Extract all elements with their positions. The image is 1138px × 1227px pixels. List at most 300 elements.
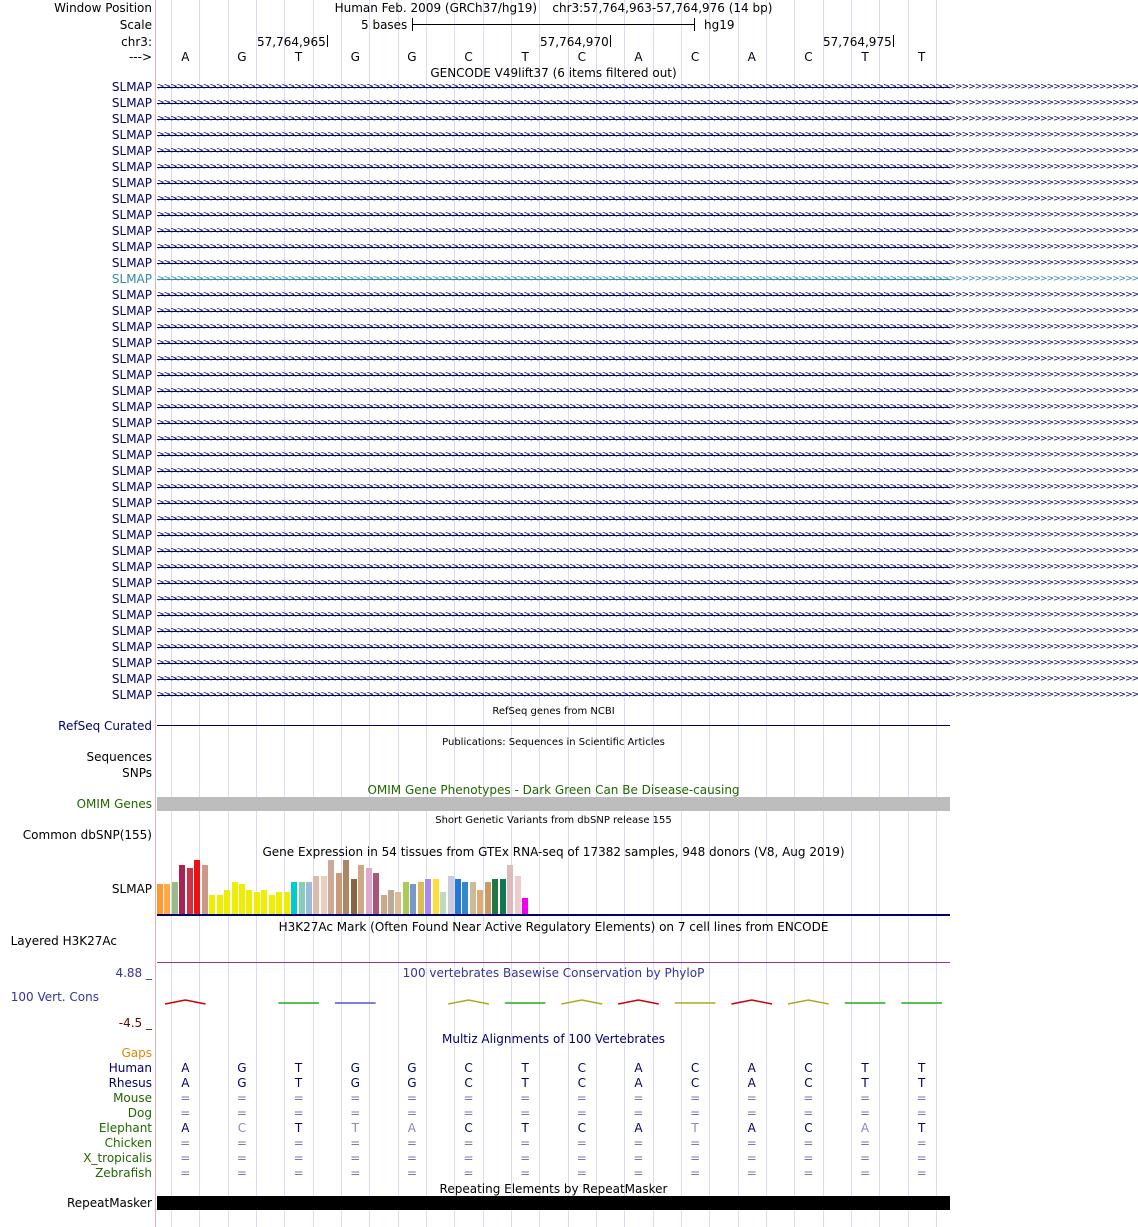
multiz-base: = <box>293 1166 304 1180</box>
multiz-base: G <box>237 1061 247 1075</box>
gtex-tissue-bar[interactable] <box>284 892 290 914</box>
gtex-tissue-bar[interactable] <box>276 892 282 914</box>
multiz-base: = <box>746 1136 757 1150</box>
gtex-tissue-bar[interactable] <box>507 865 513 914</box>
multiz-base: = <box>860 1166 871 1180</box>
phylop-segment <box>788 1000 829 1004</box>
multiz-base: T <box>294 1121 303 1135</box>
multiz-base: = <box>803 1166 814 1180</box>
phylop-segment <box>165 1000 206 1004</box>
gencode-gene-label[interactable]: SLMAP <box>111 480 152 494</box>
gtex-tissue-bar[interactable] <box>462 882 468 914</box>
gtex-tissue-bar[interactable] <box>194 860 200 914</box>
coordinate-tick <box>893 35 894 47</box>
multiz-base: = <box>520 1106 531 1120</box>
publications-label-snps[interactable]: SNPs <box>122 766 152 780</box>
multiz-base: = <box>860 1151 871 1165</box>
gtex-tissue-bar[interactable] <box>343 860 349 914</box>
multiz-base: = <box>803 1151 814 1165</box>
gencode-gene-label[interactable]: SLMAP <box>111 416 152 430</box>
gtex-tissue-bar[interactable] <box>440 892 446 914</box>
strand-arrows: >>>>>>>>>>>>>>>>>>>>>>>>>>>>>>>>>>>>>>>>>>>>>>>>>>>>>>>>>>>>>>>>>>>>>>>>>>>>>>>>>>>>>>>>>>>>>>>>>>>>>>>>>>>>>>>>>>>>>>>>>>>>>>>>>>>>>>>>>>>>>>>>>>>>>> <box>157 498 1138 508</box>
multiz-base: T <box>521 1061 529 1075</box>
gencode-gene-label[interactable]: SLMAP <box>111 496 152 510</box>
multiz-species-label[interactable]: Human <box>108 1061 152 1075</box>
multiz-base: C <box>577 1061 586 1075</box>
multiz-base: = <box>350 1106 361 1120</box>
multiz-base: T <box>521 1076 529 1090</box>
multiz-base: T <box>294 1076 303 1090</box>
multiz-base: A <box>860 1121 870 1135</box>
reference-base: C <box>804 50 813 64</box>
strand-arrows: >>>>>>>>>>>>>>>>>>>>>>>>>>>>>>>>>>>>>>>>>>>>>>>>>>>>>>>>>>>>>>>>>>>>>>>>>>>>>>>>>>>>>>>>>>>>>>>>>>>>>>>>>>>>>>>>>>>>>>>>>>>>>>>>>>>>>>>>>>>>>>>>>>>>>> <box>157 370 1138 380</box>
chr-label[interactable]: chr3: <box>121 35 152 49</box>
multiz-base: = <box>633 1106 644 1120</box>
coordinate-label: 57,764,965 <box>257 35 326 49</box>
strand-arrows: >>>>>>>>>>>>>>>>>>>>>>>>>>>>>>>>>>>>>>>>>>>>>>>>>>>>>>>>>>>>>>>>>>>>>>>>>>>>>>>>>>>>>>>>>>>>>>>>>>>>>>>>>>>>>>>>>>>>>>>>>>>>>>>>>>>>>>>>>>>>>>>>>>>>>> <box>157 258 1138 268</box>
strand-arrows: >>>>>>>>>>>>>>>>>>>>>>>>>>>>>>>>>>>>>>>>>>>>>>>>>>>>>>>>>>>>>>>>>>>>>>>>>>>>>>>>>>>>>>>>>>>>>>>>>>>>>>>>>>>>>>>>>>>>>>>>>>>>>>>>>>>>>>>>>>>>>>>>>>>>>> <box>157 98 1138 108</box>
multiz-base: = <box>463 1166 474 1180</box>
gencode-gene-label[interactable]: SLMAP <box>111 96 152 110</box>
gtex-tissue-bar[interactable] <box>261 890 267 914</box>
multiz-base: C <box>464 1076 473 1090</box>
multiz-base: A <box>634 1121 643 1135</box>
strand-arrows: >>>>>>>>>>>>>>>>>>>>>>>>>>>>>>>>>>>>>>>>>>>>>>>>>>>>>>>>>>>>>>>>>>>>>>>>>>>>>>>>>>>>>>>>>>>>>>>>>>>>>>>>>>>>>>>>>>>>>>>>>>>>>>>>>>>>>>>>>>>>>>>>>>>>>> <box>157 482 1138 492</box>
gtex-tissue-bar[interactable] <box>492 879 498 914</box>
multiz-base: = <box>463 1151 474 1165</box>
gtex-tissue-bar[interactable] <box>522 898 528 914</box>
reference-base: A <box>181 50 190 64</box>
gencode-gene-label[interactable]: SLMAP <box>111 256 152 270</box>
scale-bar-right-tick <box>694 18 695 31</box>
reference-base: T <box>918 50 926 64</box>
phylop-segment <box>618 1000 659 1004</box>
multiz-base: = <box>916 1151 927 1165</box>
strand-arrows: >>>>>>>>>>>>>>>>>>>>>>>>>>>>>>>>>>>>>>>>>>>>>>>>>>>>>>>>>>>>>>>>>>>>>>>>>>>>>>>>>>>>>>>>>>>>>>>>>>>>>>>>>>>>>>>>>>>>>>>>>>>>>>>>>>>>>>>>>>>>>>>>>>>>>> <box>157 114 1138 124</box>
multiz-base: = <box>860 1091 871 1105</box>
strand-arrows: >>>>>>>>>>>>>>>>>>>>>>>>>>>>>>>>>>>>>>>>>>>>>>>>>>>>>>>>>>>>>>>>>>>>>>>>>>>>>>>>>>>>>>>>>>>>>>>>>>>>>>>>>>>>>>>>>>>>>>>>>>>>>>>>>>>>>>>>>>>>>>>>>>>>>> <box>157 242 1138 252</box>
multiz-base: = <box>916 1106 927 1120</box>
gencode-gene-label[interactable]: SLMAP <box>111 352 152 366</box>
gencode-gene-label[interactable]: SLMAP <box>111 384 152 398</box>
scale-text: 5 bases <box>361 18 408 32</box>
gtex-baseline <box>157 914 950 916</box>
gtex-tissue-bar[interactable] <box>321 876 327 914</box>
gencode-gene-label[interactable]: SLMAP <box>111 304 152 318</box>
multiz-species-label[interactable]: Chicken <box>104 1136 152 1150</box>
omim-label[interactable]: OMIM Genes <box>76 797 152 811</box>
multiz-base: C <box>577 1121 586 1135</box>
gencode-gene-label[interactable]: SLMAP <box>111 656 152 670</box>
publications-label-sequences[interactable]: Sequences <box>86 750 152 764</box>
multiz-base: A <box>181 1061 190 1075</box>
gencode-gene-label[interactable]: SLMAP <box>111 672 152 686</box>
gencode-gene-label[interactable]: SLMAP <box>111 432 152 446</box>
multiz-base: = <box>633 1136 644 1150</box>
reference-base: C <box>690 50 700 64</box>
multiz-base: = <box>293 1106 304 1120</box>
strand-label[interactable]: ---> <box>128 50 152 64</box>
gencode-gene-label[interactable]: SLMAP <box>111 160 152 174</box>
multiz-base: = <box>860 1136 871 1150</box>
gencode-gene-label[interactable]: SLMAP <box>111 512 152 526</box>
multiz-base: = <box>803 1091 814 1105</box>
scale-bar <box>412 24 694 25</box>
strand-arrows: >>>>>>>>>>>>>>>>>>>>>>>>>>>>>>>>>>>>>>>>>>>>>>>>>>>>>>>>>>>>>>>>>>>>>>>>>>>>>>>>>>>>>>>>>>>>>>>>>>>>>>>>>>>>>>>>>>>>>>>>>>>>>>>>>>>>>>>>>>>>>>>>>>>>>> <box>157 210 1138 220</box>
gtex-tissue-bar[interactable] <box>157 884 163 914</box>
multiz-base: = <box>690 1151 701 1165</box>
gencode-gene-label[interactable]: SLMAP <box>111 128 152 142</box>
multiz-base: = <box>406 1151 417 1165</box>
gtex-tissue-bar[interactable] <box>381 895 387 914</box>
multiz-base: = <box>633 1151 644 1165</box>
strand-arrows: >>>>>>>>>>>>>>>>>>>>>>>>>>>>>>>>>>>>>>>>>>>>>>>>>>>>>>>>>>>>>>>>>>>>>>>>>>>>>>>>>>>>>>>>>>>>>>>>>>>>>>>>>>>>>>>>>>>>>>>>>>>>>>>>>>>>>>>>>>>>>>>>>>>>>> <box>157 82 1138 92</box>
multiz-base: = <box>803 1136 814 1150</box>
reference-base: G <box>237 50 247 64</box>
multiz-base: T <box>918 1076 926 1090</box>
assembly-text: Human Feb. 2009 (GRCh37/hg19) <box>334 1 538 15</box>
phylop-min: -4.5 _ <box>118 1016 152 1030</box>
gencode-gene-label[interactable]: SLMAP <box>111 400 152 414</box>
gencode-gene-label[interactable]: SLMAP <box>111 528 152 542</box>
gtex-tissue-bar[interactable] <box>187 868 193 914</box>
multiz-base: = <box>576 1091 587 1105</box>
gtex-tissue-bar[interactable] <box>291 882 297 914</box>
gtex-tissue-bar[interactable] <box>425 879 431 914</box>
strand-arrows: >>>>>>>>>>>>>>>>>>>>>>>>>>>>>>>>>>>>>>>>>>>>>>>>>>>>>>>>>>>>>>>>>>>>>>>>>>>>>>>>>>>>>>>>>>>>>>>>>>>>>>>>>>>>>>>>>>>>>>>>>>>>>>>>>>>>>>>>>>>>>>>>>>>>>> <box>157 578 1138 588</box>
multiz-base: = <box>236 1136 247 1150</box>
strand-arrows: >>>>>>>>>>>>>>>>>>>>>>>>>>>>>>>>>>>>>>>>>>>>>>>>>>>>>>>>>>>>>>>>>>>>>>>>>>>>>>>>>>>>>>>>>>>>>>>>>>>>>>>>>>>>>>>>>>>>>>>>>>>>>>>>>>>>>>>>>>>>>>>>>>>>>> <box>157 546 1138 556</box>
multiz-base: = <box>236 1091 247 1105</box>
strand-arrows: >>>>>>>>>>>>>>>>>>>>>>>>>>>>>>>>>>>>>>>>>>>>>>>>>>>>>>>>>>>>>>>>>>>>>>>>>>>>>>>>>>>>>>>>>>>>>>>>>>>>>>>>>>>>>>>>>>>>>>>>>>>>>>>>>>>>>>>>>>>>>>>>>>>>>> <box>157 434 1138 444</box>
multiz-base: A <box>747 1121 756 1135</box>
strand-arrows: >>>>>>>>>>>>>>>>>>>>>>>>>>>>>>>>>>>>>>>>>>>>>>>>>>>>>>>>>>>>>>>>>>>>>>>>>>>>>>>>>>>>>>>>>>>>>>>>>>>>>>>>>>>>>>>>>>>>>>>>>>>>>>>>>>>>>>>>>>>>>>>>>>>>>> <box>157 450 1138 460</box>
multiz-base: = <box>803 1106 814 1120</box>
multiz-base: = <box>690 1106 701 1120</box>
strand-arrows: >>>>>>>>>>>>>>>>>>>>>>>>>>>>>>>>>>>>>>>>>>>>>>>>>>>>>>>>>>>>>>>>>>>>>>>>>>>>>>>>>>>>>>>>>>>>>>>>>>>>>>>>>>>>>>>>>>>>>>>>>>>>>>>>>>>>>>>>>>>>>>>>>>>>>> <box>157 290 1138 300</box>
gtex-tissue-bar[interactable] <box>232 882 238 914</box>
gtex-tissue-bar[interactable] <box>246 890 252 914</box>
multiz-base: A <box>181 1121 190 1135</box>
multiz-base: T <box>861 1061 869 1075</box>
strand-arrows: >>>>>>>>>>>>>>>>>>>>>>>>>>>>>>>>>>>>>>>>>>>>>>>>>>>>>>>>>>>>>>>>>>>>>>>>>>>>>>>>>>>>>>>>>>>>>>>>>>>>>>>>>>>>>>>>>>>>>>>>>>>>>>>>>>>>>>>>>>>>>>>>>>>>>> <box>157 530 1138 540</box>
gtex-tissue-bar[interactable] <box>299 882 305 914</box>
gtex-label[interactable]: SLMAP <box>111 882 152 896</box>
multiz-base: C <box>577 1076 586 1090</box>
multiz-base: = <box>463 1106 474 1120</box>
multiz-base: = <box>690 1091 701 1105</box>
reference-base: T <box>521 50 529 64</box>
multiz-base: = <box>690 1136 701 1150</box>
refseq-gene-line[interactable] <box>157 725 950 726</box>
multiz-base: = <box>180 1136 191 1150</box>
gencode-gene-label[interactable]: SLMAP <box>111 576 152 590</box>
gencode-title[interactable]: GENCODE V49lift37 (6 items filtered out) <box>430 66 677 80</box>
strand-arrows: >>>>>>>>>>>>>>>>>>>>>>>>>>>>>>>>>>>>>>>>>>>>>>>>>>>>>>>>>>>>>>>>>>>>>>>>>>>>>>>>>>>>>>>>>>>>>>>>>>>>>>>>>>>>>>>>>>>>>>>>>>>>>>>>>>>>>>>>>>>>>>>>>>>>>> <box>157 226 1138 236</box>
multiz-base: = <box>406 1136 417 1150</box>
multiz-base: = <box>463 1091 474 1105</box>
omim-gene-bar[interactable] <box>157 797 950 811</box>
strand-arrows: >>>>>>>>>>>>>>>>>>>>>>>>>>>>>>>>>>>>>>>>>>>>>>>>>>>>>>>>>>>>>>>>>>>>>>>>>>>>>>>>>>>>>>>>>>>>>>>>>>>>>>>>>>>>>>>>>>>>>>>>>>>>>>>>>>>>>>>>>>>>>>>>>>>>>> <box>157 674 1138 684</box>
h3k27ac-label[interactable]: Layered H3K27Ac <box>10 934 117 948</box>
multiz-title: Multiz Alignments of 100 Vertebrates <box>441 1032 666 1046</box>
multiz-base: T <box>294 1061 303 1075</box>
multiz-base: = <box>180 1151 191 1165</box>
gencode-gene-label[interactable]: SLMAP <box>111 208 152 222</box>
gencode-gene-label[interactable]: SLMAP <box>111 592 152 606</box>
multiz-base: C <box>804 1061 813 1075</box>
reference-base: T <box>861 50 869 64</box>
reference-base: C <box>464 50 473 64</box>
coordinate-label: 57,764,970 <box>540 35 609 49</box>
multiz-base: = <box>746 1151 757 1165</box>
strand-arrows: >>>>>>>>>>>>>>>>>>>>>>>>>>>>>>>>>>>>>>>>>>>>>>>>>>>>>>>>>>>>>>>>>>>>>>>>>>>>>>>>>>>>>>>>>>>>>>>>>>>>>>>>>>>>>>>>>>>>>>>>>>>>>>>>>>>>>>>>>>>>>>>>>>>>>> <box>157 658 1138 668</box>
gencode-gene-label[interactable]: SLMAP <box>111 288 152 302</box>
multiz-base: = <box>860 1106 871 1120</box>
scale-db: hg19 <box>704 18 735 32</box>
phylop-title: 100 vertebrates Basewise Conservation by PhyloP <box>402 966 705 980</box>
multiz-base: A <box>747 1061 756 1075</box>
gtex-title: Gene Expression in 54 tissues from GTEx RNA-seq of 17382 samples, 948 donors (V8, Aug 2019) <box>262 845 845 859</box>
multiz-base: G <box>350 1061 360 1075</box>
position-text: chr3:57,764,963-57,764,976 (14 bp) <box>552 1 773 15</box>
multiz-base: A <box>407 1121 416 1135</box>
gtex-tissue-bar[interactable] <box>388 890 394 914</box>
multiz-base: = <box>180 1091 191 1105</box>
gtex-tissue-bar[interactable] <box>358 865 364 914</box>
gencode-gene-label[interactable]: SLMAP <box>111 192 152 206</box>
multiz-base: A <box>634 1076 643 1090</box>
gtex-tissue-bar[interactable] <box>470 882 476 914</box>
gtex-tissue-bar[interactable] <box>179 865 185 914</box>
coordinate-label: 57,764,975 <box>823 35 892 49</box>
gencode-gene-label[interactable]: SLMAP <box>111 640 152 654</box>
multiz-base: G <box>407 1061 417 1075</box>
gtex-tissue-bar[interactable] <box>448 876 454 914</box>
gtex-bar-chart[interactable] <box>157 859 950 915</box>
multiz-base: = <box>520 1091 531 1105</box>
multiz-base: = <box>350 1136 361 1150</box>
gtex-tissue-bar[interactable] <box>433 879 439 914</box>
gtex-tissue-bar[interactable] <box>410 884 416 914</box>
multiz-base: = <box>406 1166 417 1180</box>
multiz-base: C <box>690 1076 700 1090</box>
gencode-gene-label[interactable]: SLMAP <box>111 320 152 334</box>
phylop-segment <box>448 1000 489 1004</box>
gencode-gene-label[interactable]: SLMAP <box>111 544 152 558</box>
gencode-gene-label[interactable]: SLMAP <box>111 224 152 238</box>
multiz-species-label[interactable]: Mouse <box>113 1091 152 1105</box>
multiz-base: = <box>406 1106 417 1120</box>
multiz-base: = <box>576 1106 587 1120</box>
gencode-gene-label[interactable]: SLMAP <box>111 240 152 254</box>
reference-base: A <box>747 50 756 64</box>
dbsnp-title: Short Genetic Variants from dbSNP release 155 <box>435 815 672 826</box>
window-position-label[interactable]: Window Position <box>54 1 152 15</box>
repeatmasker-element-bar[interactable] <box>157 1196 950 1210</box>
multiz-base: = <box>293 1151 304 1165</box>
multiz-base: = <box>576 1136 587 1150</box>
gtex-tissue-bar[interactable] <box>164 884 170 914</box>
strand-arrows: >>>>>>>>>>>>>>>>>>>>>>>>>>>>>>>>>>>>>>>>>>>>>>>>>>>>>>>>>>>>>>>>>>>>>>>>>>>>>>>>>>>>>>>>>>>>>>>>>>>>>>>>>>>>>>>>>>>>>>>>>>>>>>>>>>>>>>>>>>>>>>>>>>>>>> <box>157 306 1138 316</box>
phylop-wiggle[interactable] <box>157 996 950 1010</box>
publications-title: Publications: Sequences in Scientific Articles <box>442 737 665 748</box>
multiz-base: = <box>520 1166 531 1180</box>
repeatmasker-title: Repeating Elements by RepeatMasker <box>439 1182 668 1196</box>
multiz-base: T <box>918 1061 926 1075</box>
multiz-base: A <box>634 1061 643 1075</box>
strand-arrows: >>>>>>>>>>>>>>>>>>>>>>>>>>>>>>>>>>>>>>>>>>>>>>>>>>>>>>>>>>>>>>>>>>>>>>>>>>>>>>>>>>>>>>>>>>>>>>>>>>>>>>>>>>>>>>>>>>>>>>>>>>>>>>>>>>>>>>>>>>>>>>>>>>>>>> <box>157 610 1138 620</box>
reference-base: G <box>350 50 360 64</box>
multiz-species-label[interactable]: Zebrafish <box>95 1166 152 1180</box>
gtex-tissue-bar[interactable] <box>515 876 521 914</box>
multiz-species-label[interactable]: Elephant <box>98 1121 152 1135</box>
multiz-species-label[interactable]: X_tropicalis <box>83 1151 152 1165</box>
gtex-tissue-bar[interactable] <box>202 865 208 914</box>
strand-arrows: >>>>>>>>>>>>>>>>>>>>>>>>>>>>>>>>>>>>>>>>>>>>>>>>>>>>>>>>>>>>>>>>>>>>>>>>>>>>>>>>>>>>>>>>>>>>>>>>>>>>>>>>>>>>>>>>>>>>>>>>>>>>>>>>>>>>>>>>>>>>>>>>>>>>>> <box>157 322 1138 332</box>
multiz-species-label[interactable]: Dog <box>127 1106 152 1120</box>
gtex-tissue-bar[interactable] <box>306 882 312 914</box>
gencode-gene-label[interactable]: SLMAP <box>111 464 152 478</box>
multiz-base: C <box>464 1061 473 1075</box>
multiz-base: = <box>293 1136 304 1150</box>
gtex-tissue-bar[interactable] <box>172 882 178 914</box>
multiz-base: G <box>407 1076 417 1090</box>
strand-arrows: >>>>>>>>>>>>>>>>>>>>>>>>>>>>>>>>>>>>>>>>>>>>>>>>>>>>>>>>>>>>>>>>>>>>>>>>>>>>>>>>>>>>>>>>>>>>>>>>>>>>>>>>>>>>>>>>>>>>>>>>>>>>>>>>>>>>>>>>>>>>>>>>>>>>>> <box>157 274 1138 284</box>
multiz-base: = <box>236 1106 247 1120</box>
gencode-gene-label[interactable]: SLMAP <box>111 336 152 350</box>
gtex-tissue-bar[interactable] <box>269 895 275 914</box>
multiz-base: = <box>690 1166 701 1180</box>
strand-arrows: >>>>>>>>>>>>>>>>>>>>>>>>>>>>>>>>>>>>>>>>>>>>>>>>>>>>>>>>>>>>>>>>>>>>>>>>>>>>>>>>>>>>>>>>>>>>>>>>>>>>>>>>>>>>>>>>>>>>>>>>>>>>>>>>>>>>>>>>>>>>>>>>>>>>>> <box>157 562 1138 572</box>
multiz-base: = <box>463 1136 474 1150</box>
strand-arrows: >>>>>>>>>>>>>>>>>>>>>>>>>>>>>>>>>>>>>>>>>>>>>>>>>>>>>>>>>>>>>>>>>>>>>>>>>>>>>>>>>>>>>>>>>>>>>>>>>>>>>>>>>>>>>>>>>>>>>>>>>>>>>>>>>>>>>>>>>>>>>>>>>>>>>> <box>157 690 1138 700</box>
strand-arrows: >>>>>>>>>>>>>>>>>>>>>>>>>>>>>>>>>>>>>>>>>>>>>>>>>>>>>>>>>>>>>>>>>>>>>>>>>>>>>>>>>>>>>>>>>>>>>>>>>>>>>>>>>>>>>>>>>>>>>>>>>>>>>>>>>>>>>>>>>>>>>>>>>>>>>> <box>157 162 1138 172</box>
reference-base: G <box>407 50 417 64</box>
gtex-tissue-bar[interactable] <box>209 895 215 914</box>
gencode-gene-label[interactable]: SLMAP <box>111 112 152 126</box>
multiz-base: C <box>464 1121 473 1135</box>
reference-base: A <box>634 50 643 64</box>
scale-bar-left-tick <box>412 18 413 31</box>
gtex-tissue-bar[interactable] <box>373 873 379 914</box>
gencode-gene-label[interactable]: SLMAP <box>111 80 152 94</box>
gtex-tissue-bar[interactable] <box>328 860 334 914</box>
multiz-base: C <box>237 1121 247 1135</box>
gencode-gene-label[interactable]: SLMAP <box>111 368 152 382</box>
multiz-base: = <box>293 1091 304 1105</box>
gencode-gene-label[interactable]: SLMAP <box>111 624 152 638</box>
gtex-tissue-bar[interactable] <box>500 879 506 914</box>
multiz-base: T <box>351 1121 359 1135</box>
multiz-base: = <box>633 1166 644 1180</box>
omim-title: OMIM Gene Phenotypes - Dark Green Can Be Disease-causing <box>367 783 740 797</box>
multiz-base: = <box>236 1151 247 1165</box>
gtex-tissue-bar[interactable] <box>485 882 491 914</box>
multiz-base: = <box>350 1166 361 1180</box>
strand-arrows: >>>>>>>>>>>>>>>>>>>>>>>>>>>>>>>>>>>>>>>>>>>>>>>>>>>>>>>>>>>>>>>>>>>>>>>>>>>>>>>>>>>>>>>>>>>>>>>>>>>>>>>>>>>>>>>>>>>>>>>>>>>>>>>>>>>>>>>>>>>>>>>>>>>>>> <box>157 130 1138 140</box>
multiz-species-label[interactable]: Rhesus <box>108 1076 152 1090</box>
gencode-gene-label[interactable]: SLMAP <box>111 688 152 702</box>
multiz-base: T <box>918 1121 926 1135</box>
phylop-label[interactable]: 100 Vert. Cons <box>10 990 99 1004</box>
multiz-base: = <box>520 1151 531 1165</box>
strand-arrows: >>>>>>>>>>>>>>>>>>>>>>>>>>>>>>>>>>>>>>>>>>>>>>>>>>>>>>>>>>>>>>>>>>>>>>>>>>>>>>>>>>>>>>>>>>>>>>>>>>>>>>>>>>>>>>>>>>>>>>>>>>>>>>>>>>>>>>>>>>>>>>>>>>>>>> <box>157 354 1138 364</box>
strand-arrows: >>>>>>>>>>>>>>>>>>>>>>>>>>>>>>>>>>>>>>>>>>>>>>>>>>>>>>>>>>>>>>>>>>>>>>>>>>>>>>>>>>>>>>>>>>>>>>>>>>>>>>>>>>>>>>>>>>>>>>>>>>>>>>>>>>>>>>>>>>>>>>>>>>>>>> <box>157 418 1138 428</box>
multiz-base: = <box>180 1166 191 1180</box>
multiz-gaps-label[interactable]: Gaps <box>121 1046 152 1060</box>
gencode-gene-label[interactable]: SLMAP <box>111 176 152 190</box>
multiz-base: C <box>690 1061 700 1075</box>
gtex-tissue-bar[interactable] <box>477 890 483 914</box>
multiz-base: = <box>916 1091 927 1105</box>
scale-label[interactable]: Scale <box>119 18 152 32</box>
multiz-base: = <box>916 1136 927 1150</box>
gencode-gene-label[interactable]: SLMAP <box>111 448 152 462</box>
multiz-base: T <box>521 1121 529 1135</box>
gtex-tissue-bar[interactable] <box>366 868 372 914</box>
gencode-gene-label[interactable]: SLMAP <box>111 560 152 574</box>
multiz-base: = <box>576 1166 587 1180</box>
multiz-base: C <box>804 1076 813 1090</box>
repeatmasker-label[interactable]: RepeatMasker <box>66 1196 152 1210</box>
gencode-gene-label[interactable]: SLMAP <box>111 144 152 158</box>
gtex-tissue-bar[interactable] <box>217 895 223 914</box>
coordinate-tick <box>327 35 328 47</box>
multiz-base: T <box>691 1121 699 1135</box>
h3k27ac-title: H3K27Ac Mark (Often Found Near Active Regulatory Elements) on 7 cell lines from ENCODE <box>278 920 829 934</box>
multiz-base: = <box>916 1166 927 1180</box>
multiz-base: C <box>804 1121 813 1135</box>
multiz-base: A <box>181 1076 190 1090</box>
strand-arrows: >>>>>>>>>>>>>>>>>>>>>>>>>>>>>>>>>>>>>>>>>>>>>>>>>>>>>>>>>>>>>>>>>>>>>>>>>>>>>>>>>>>>>>>>>>>>>>>>>>>>>>>>>>>>>>>>>>>>>>>>>>>>>>>>>>>>>>>>>>>>>>>>>>>>>> <box>157 194 1138 204</box>
strand-arrows: >>>>>>>>>>>>>>>>>>>>>>>>>>>>>>>>>>>>>>>>>>>>>>>>>>>>>>>>>>>>>>>>>>>>>>>>>>>>>>>>>>>>>>>>>>>>>>>>>>>>>>>>>>>>>>>>>>>>>>>>>>>>>>>>>>>>>>>>>>>>>>>>>>>>>> <box>157 178 1138 188</box>
multiz-base: = <box>236 1166 247 1180</box>
gencode-gene-label[interactable]: SLMAP <box>111 608 152 622</box>
multiz-base: G <box>350 1076 360 1090</box>
gtex-tissue-bar[interactable] <box>239 884 245 914</box>
phylop-max: 4.88 _ <box>115 966 152 980</box>
gtex-tissue-bar[interactable] <box>313 876 319 914</box>
gtex-tissue-bar[interactable] <box>351 879 357 914</box>
gtex-tissue-bar[interactable] <box>455 879 461 914</box>
h3k27ac-baseline <box>157 962 950 963</box>
strand-arrows: >>>>>>>>>>>>>>>>>>>>>>>>>>>>>>>>>>>>>>>>>>>>>>>>>>>>>>>>>>>>>>>>>>>>>>>>>>>>>>>>>>>>>>>>>>>>>>>>>>>>>>>>>>>>>>>>>>>>>>>>>>>>>>>>>>>>>>>>>>>>>>>>>>>>>> <box>157 626 1138 636</box>
strand-arrows: >>>>>>>>>>>>>>>>>>>>>>>>>>>>>>>>>>>>>>>>>>>>>>>>>>>>>>>>>>>>>>>>>>>>>>>>>>>>>>>>>>>>>>>>>>>>>>>>>>>>>>>>>>>>>>>>>>>>>>>>>>>>>>>>>>>>>>>>>>>>>>>>>>>>>> <box>157 146 1138 156</box>
strand-arrows: >>>>>>>>>>>>>>>>>>>>>>>>>>>>>>>>>>>>>>>>>>>>>>>>>>>>>>>>>>>>>>>>>>>>>>>>>>>>>>>>>>>>>>>>>>>>>>>>>>>>>>>>>>>>>>>>>>>>>>>>>>>>>>>>>>>>>>>>>>>>>>>>>>>>>> <box>157 402 1138 412</box>
multiz-base: = <box>350 1091 361 1105</box>
multiz-base: = <box>350 1151 361 1165</box>
strand-arrows: >>>>>>>>>>>>>>>>>>>>>>>>>>>>>>>>>>>>>>>>>>>>>>>>>>>>>>>>>>>>>>>>>>>>>>>>>>>>>>>>>>>>>>>>>>>>>>>>>>>>>>>>>>>>>>>>>>>>>>>>>>>>>>>>>>>>>>>>>>>>>>>>>>>>>> <box>157 594 1138 604</box>
dbsnp-label[interactable]: Common dbSNP(155) <box>22 828 152 842</box>
multiz-base: = <box>520 1136 531 1150</box>
gencode-gene-label[interactable]: SLMAP <box>111 272 152 286</box>
gtex-tissue-bar[interactable] <box>418 882 424 914</box>
label-panel-divider <box>155 0 156 1227</box>
strand-arrows: >>>>>>>>>>>>>>>>>>>>>>>>>>>>>>>>>>>>>>>>>>>>>>>>>>>>>>>>>>>>>>>>>>>>>>>>>>>>>>>>>>>>>>>>>>>>>>>>>>>>>>>>>>>>>>>>>>>>>>>>>>>>>>>>>>>>>>>>>>>>>>>>>>>>>> <box>157 642 1138 652</box>
gtex-tissue-bar[interactable] <box>336 873 342 914</box>
refseq-title: RefSeq genes from NCBI <box>492 706 615 717</box>
multiz-base: = <box>746 1106 757 1120</box>
refseq-label[interactable]: RefSeq Curated <box>58 719 152 733</box>
gtex-tissue-bar[interactable] <box>395 892 401 914</box>
strand-arrows: >>>>>>>>>>>>>>>>>>>>>>>>>>>>>>>>>>>>>>>>>>>>>>>>>>>>>>>>>>>>>>>>>>>>>>>>>>>>>>>>>>>>>>>>>>>>>>>>>>>>>>>>>>>>>>>>>>>>>>>>>>>>>>>>>>>>>>>>>>>>>>>>>>>>>> <box>157 338 1138 348</box>
gtex-tissue-bar[interactable] <box>224 890 230 914</box>
gtex-tissue-bar[interactable] <box>403 882 409 914</box>
gtex-tissue-bar[interactable] <box>254 892 260 914</box>
multiz-base: = <box>576 1151 587 1165</box>
coordinate-tick <box>610 35 611 47</box>
